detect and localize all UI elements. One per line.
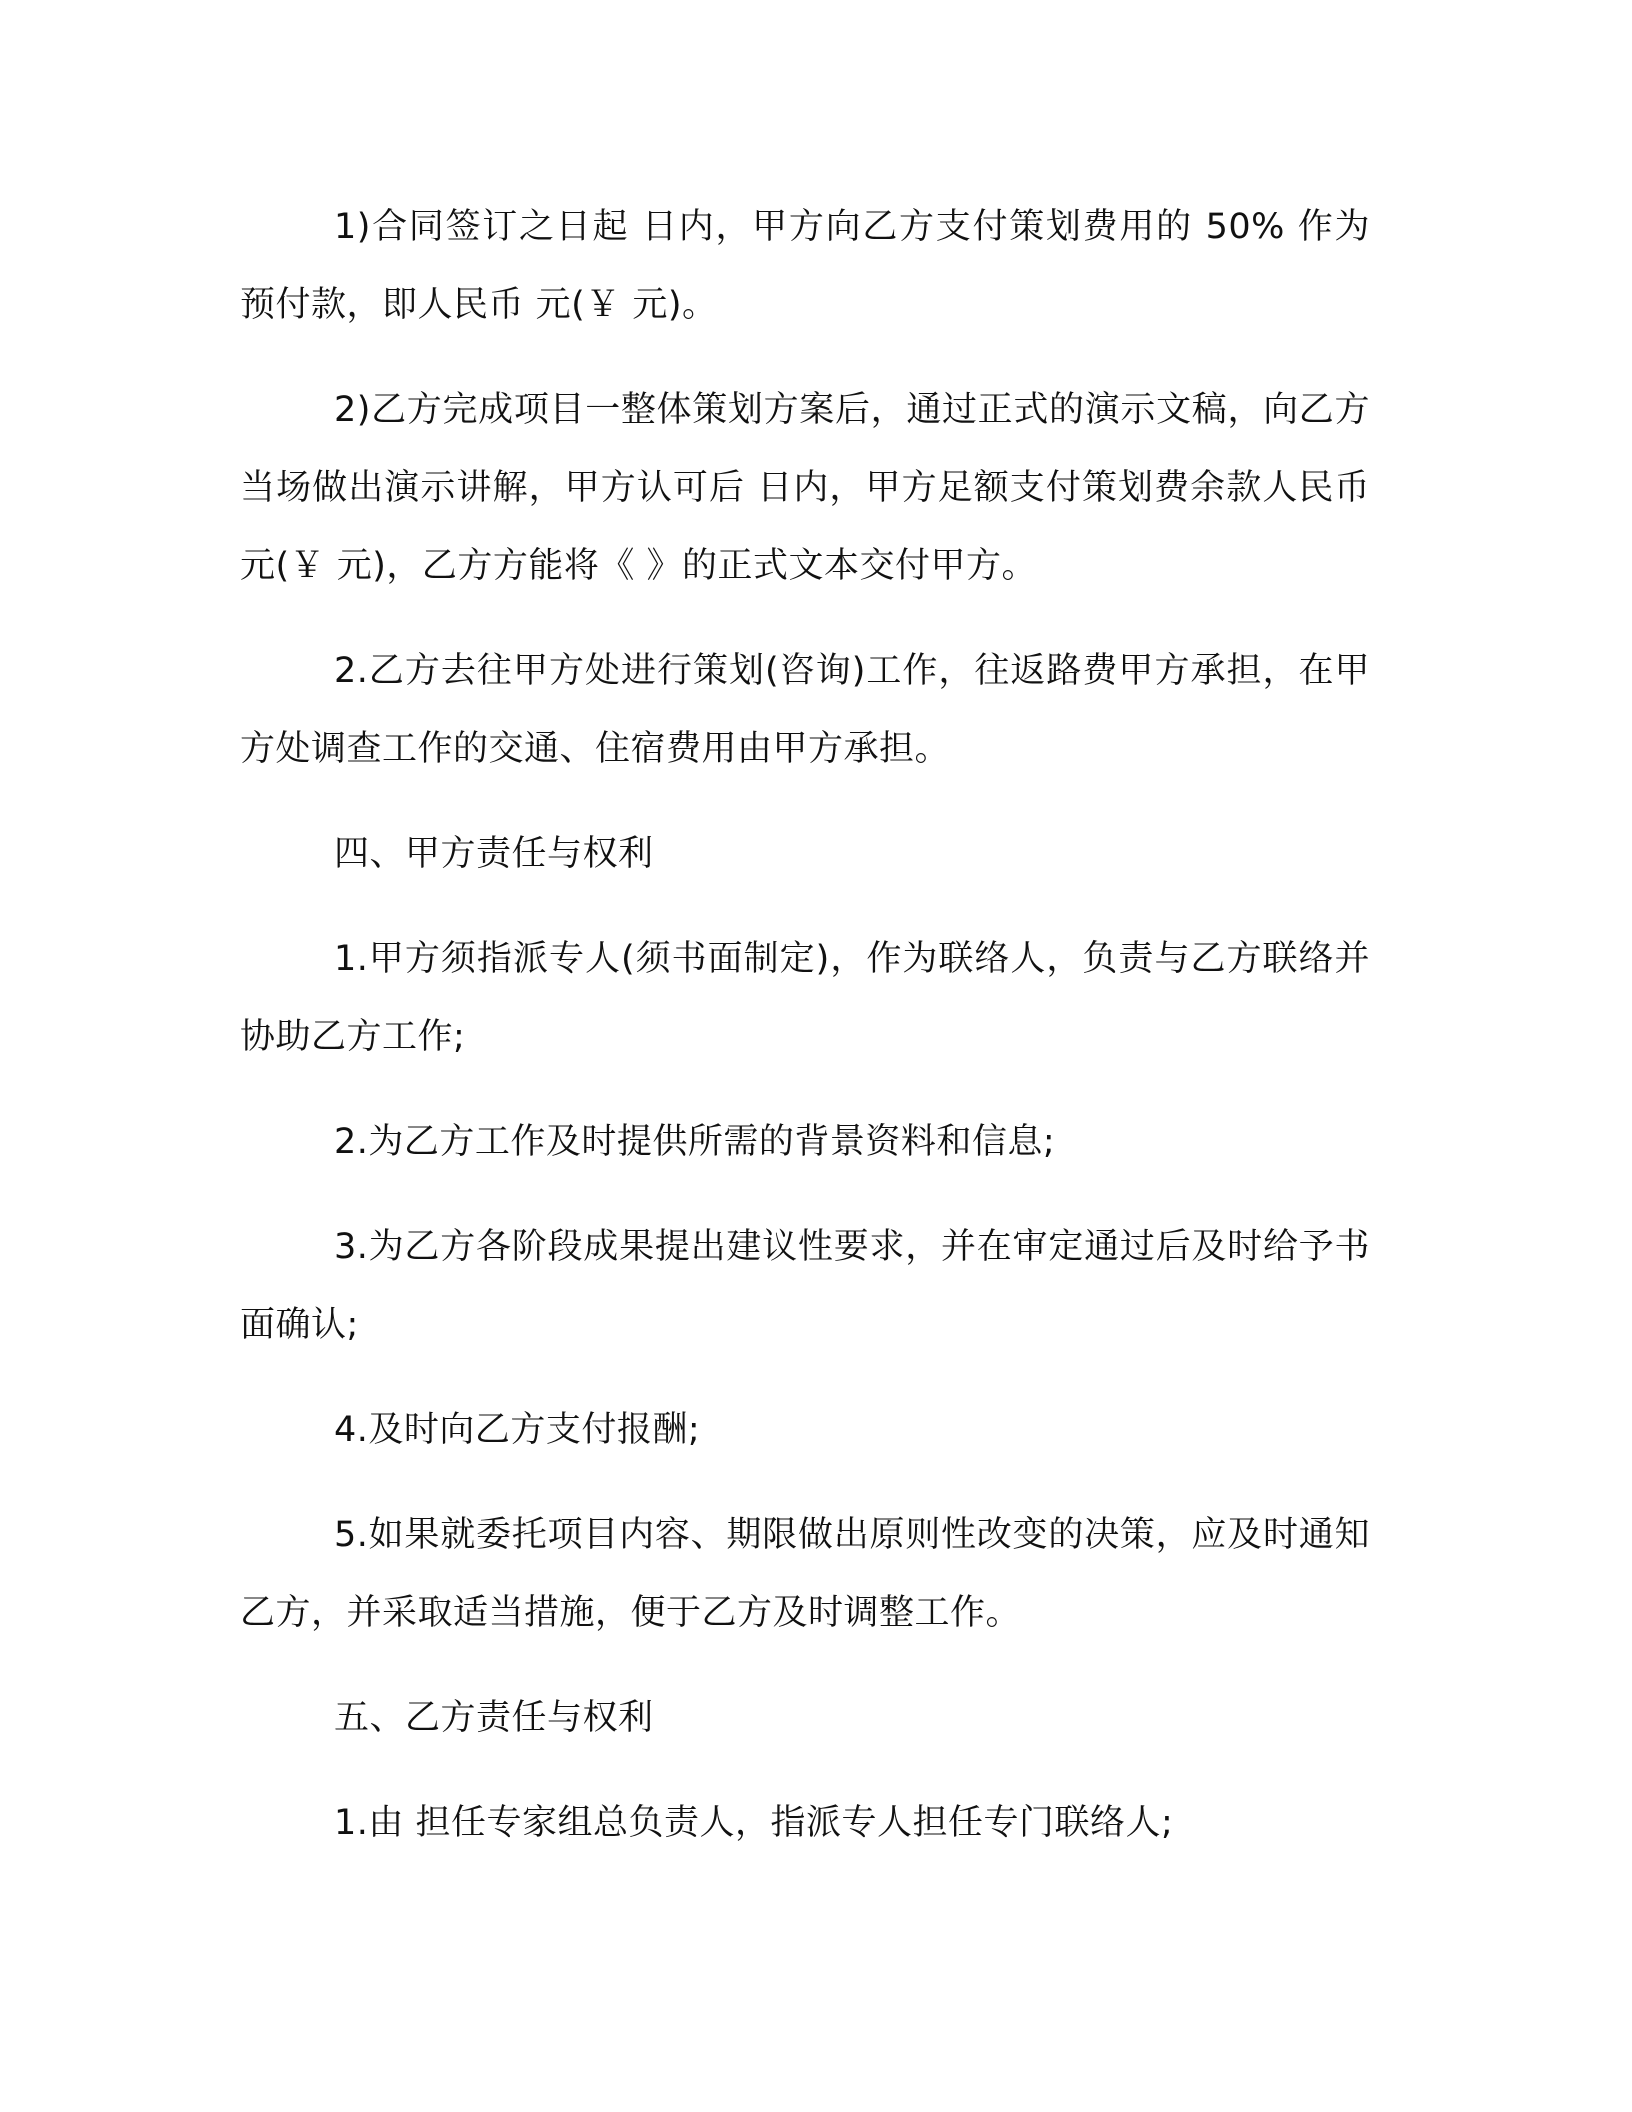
paragraph-party-a-item-3: 3.为乙方各阶段成果提出建议性要求，并在审定通过后及时给予书面确认; (240, 1227, 1370, 1345)
section-heading-party-b: 五、乙方责任与权利 (334, 1698, 654, 1738)
paragraph-party-a-item-5: 5.如果就委托项目内容、期限做出原则性改变的决策，应及时通知乙方，并采取适当措施，便于乙方及时调整工作。 (240, 1515, 1370, 1633)
paragraph-party-a-item-2: 2.为乙方工作及时提供所需的背景资料和信息; (334, 1122, 1056, 1162)
paragraph-prepayment: 1)合同签订之日起 日内，甲方向乙方支付策划费用的 50% 作为预付款，即人民币 元(￥ 元)。 (240, 207, 1370, 325)
paragraph-party-a-item-4: 4.及时向乙方支付报酬; (334, 1410, 701, 1450)
paragraph-travel-expenses: 2.乙方去往甲方处进行策划(咨询)工作，往返路费甲方承担，在甲方处调查工作的交通、住宿费用由甲方承担。 (240, 651, 1370, 769)
section-heading-party-a: 四、甲方责任与权利 (334, 834, 654, 874)
paragraph-balance-payment: 2)乙方完成项目一整体策划方案后，通过正式的演示文稿，向乙方当场做出演示讲解，甲方认可后 日内，甲方足额支付策划费余款人民币 元(￥ 元)，乙方方能将《 》的正式文本交付甲方。 (240, 390, 1370, 586)
paragraph-party-a-item-1: 1.甲方须指派专人(须书面制定)，作为联络人，负责与乙方联络并协助乙方工作; (240, 939, 1370, 1057)
document-page (240, 188, 1370, 1889)
paragraph-party-b-item-1: 1.由 担任专家组总负责人，指派专人担任专门联络人; (334, 1803, 1174, 1843)
